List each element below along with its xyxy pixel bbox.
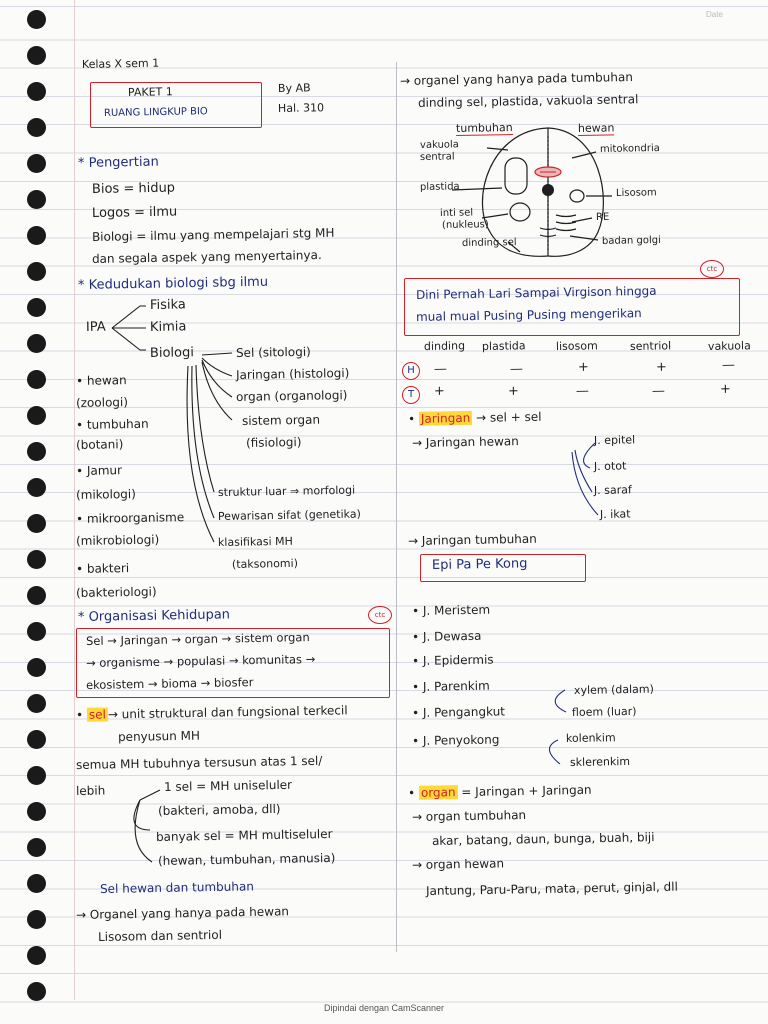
j-epitel-label: J. epitel bbox=[593, 433, 636, 447]
organ-highlight: organ bbox=[420, 785, 456, 800]
sel-def-line2: penyusun MH bbox=[117, 728, 201, 744]
inti-sel-label: inti sel bbox=[439, 207, 474, 219]
jaringan-highlight: Jaringan bbox=[420, 410, 471, 426]
organisasi-line1: Sel → Jaringan → organ → sistem organ bbox=[85, 630, 310, 648]
re-label: RE bbox=[595, 211, 610, 223]
organ-hewan-list: Jantung, Paru-Paru, mata, perut, ginjal, dll bbox=[425, 879, 678, 898]
author-label: By AB bbox=[277, 81, 311, 95]
biologi-def-line2: dan segala aspek yang menyertainya. bbox=[91, 247, 322, 266]
plastida-label: plastida bbox=[419, 181, 460, 193]
biologi-def-line1: Biologi = ilmu yang mempelajari stg MH bbox=[91, 225, 335, 244]
organ-def: • organ = Jaringan + Jaringan bbox=[407, 782, 592, 800]
col-dinding: dinding bbox=[423, 339, 466, 353]
title-box bbox=[90, 82, 262, 128]
scanner-footer: Dipindai dengan CamScanner bbox=[323, 1003, 445, 1013]
jamur-item: • Jamur bbox=[75, 463, 123, 478]
cell-h-lisosom: + bbox=[577, 359, 590, 375]
semua-mh-text: semua MH tubuhnya tersusun atas 1 sel/ bbox=[75, 753, 323, 772]
sklerenkim-label: sklerenkim bbox=[569, 754, 631, 769]
mnemonic-line1: Dini Pernah Lari Sampai Virgison hingga bbox=[415, 283, 657, 302]
taksonomi-label: (taksonomi) bbox=[231, 556, 299, 571]
kelas-label: Kelas X sem 1 bbox=[81, 56, 160, 71]
sitologi-label: Sel (sitologi) bbox=[235, 344, 311, 360]
uniseluler-examples: (bakteri, amoba, dll) bbox=[157, 801, 281, 818]
genetika-label: Pewarisan sifat (genetika) bbox=[217, 507, 361, 523]
organisasi-title: * Organisasi Kehidupan bbox=[77, 607, 231, 625]
organ-tumbuhan-list: akar, batang, daun, bunga, buah, biji bbox=[431, 830, 655, 848]
sel-hewan-tumbuhan-title: Sel hewan dan tumbuhan bbox=[99, 879, 255, 896]
j-dewasa-item: • J. Dewasa bbox=[411, 628, 482, 644]
fisika-label: Fisika bbox=[149, 297, 186, 313]
klasifikasi-label: klasifikasi MH bbox=[217, 534, 293, 549]
cell-t-sentriol: — bbox=[651, 383, 666, 399]
organisasi-line2: → organisme → populasi → komunitas → bbox=[85, 651, 316, 670]
cell-t-plastida: + bbox=[507, 383, 520, 399]
organologi-label: organ (organologi) bbox=[235, 388, 348, 404]
pengertian-title: * Pengertian bbox=[77, 154, 159, 171]
sentral-label: sentral bbox=[419, 151, 455, 163]
mikrobiologi-label: (mikrobiologi) bbox=[75, 532, 160, 548]
mnemonic-line2: mual mual Pusing Pusing mengerikan bbox=[415, 306, 642, 324]
kedudukan-title: * Kedudukan biologi sbg ilmu bbox=[77, 274, 269, 293]
sel-highlight: sel bbox=[88, 707, 106, 722]
j-ikat-label: J. ikat bbox=[599, 507, 631, 521]
lisosom-label: Lisosom bbox=[615, 187, 657, 199]
histologi-label: Jaringan (histologi) bbox=[235, 366, 350, 382]
vakuola-label: vakuola bbox=[419, 139, 459, 151]
kolenkim-label: kolenkim bbox=[565, 731, 616, 745]
jaringan-tumbuhan-label: → Jaringan tumbuhan bbox=[407, 531, 537, 548]
organ-tumbuhan-label: → organ tumbuhan bbox=[411, 808, 527, 824]
mitokondria-label: mitokondria bbox=[599, 142, 660, 155]
cell-h-plastida: — bbox=[509, 361, 524, 377]
lisosom-sentriol-text: Lisosom dan sentriol bbox=[97, 927, 223, 944]
cell-h-dinding: — bbox=[433, 361, 448, 377]
bakteri-item: • bakteri bbox=[75, 561, 130, 576]
organel-tumbuhan-line2: dinding sel, plastida, vakuola sentral bbox=[417, 92, 639, 110]
nukleus-label: (nukleus) bbox=[441, 219, 489, 231]
cell-t-dinding: + bbox=[433, 383, 446, 399]
ruang-lingkup-label: RUANG LINGKUP BIO bbox=[103, 106, 208, 119]
lebih-label: lebih bbox=[75, 783, 106, 798]
floem-label: floem (luar) bbox=[571, 704, 637, 719]
tumbuhan-item: • tumbuhan bbox=[75, 416, 149, 432]
zoologi-label: (zoologi) bbox=[75, 395, 129, 410]
ctc-badge-right: ctc bbox=[700, 260, 724, 278]
col-vakuola: vakuola bbox=[707, 339, 751, 353]
ctc-badge: ctc bbox=[368, 606, 392, 624]
j-otot-label: J. otot bbox=[593, 459, 627, 473]
bakteriologi-label: (bakteriologi) bbox=[75, 584, 157, 600]
multiseluler-label: banyak sel = MH multiseluler bbox=[155, 826, 333, 844]
hewan-item: • hewan bbox=[75, 373, 127, 388]
badan-golgi-label: badan golgi bbox=[601, 234, 661, 247]
row-hewan-marker: H bbox=[402, 362, 420, 380]
cell-t-vakuola: + bbox=[719, 381, 732, 397]
organ-hewan-label: → organ hewan bbox=[411, 856, 505, 872]
row-tumbuhan-marker: T bbox=[402, 386, 420, 404]
organel-tumbuhan-line1: → organel yang hanya pada tumbuhan bbox=[399, 69, 634, 88]
jaringan-def: • Jaringan → sel + sel bbox=[407, 409, 542, 426]
jaringan-hewan-label: → Jaringan hewan bbox=[411, 434, 519, 450]
multiseluler-examples: (hewan, tumbuhan, manusia) bbox=[157, 850, 336, 868]
organisasi-line3: ekosistem → bioma → biosfer bbox=[85, 675, 254, 692]
dinding-sel-label: dinding sel bbox=[461, 237, 517, 249]
j-meristem-item: • J. Meristem bbox=[411, 602, 491, 618]
botani-label: (botani) bbox=[75, 437, 124, 452]
fisiologi-label: (fisiologi) bbox=[245, 435, 302, 450]
xylem-label: xylem (dalam) bbox=[573, 682, 654, 697]
diagram-tumbuhan-label: tumbuhan bbox=[455, 121, 513, 135]
bios-def: Bios = hidup bbox=[91, 180, 176, 197]
cell-h-sentriol: + bbox=[655, 359, 668, 375]
col-plastida: plastida bbox=[481, 339, 526, 353]
uniseluler-label: 1 sel = MH uniseluler bbox=[163, 777, 293, 794]
mikologi-label: (mikologi) bbox=[75, 486, 137, 502]
ipa-label: IPA bbox=[85, 319, 106, 335]
sistem-organ-label: sistem organ bbox=[241, 412, 321, 428]
j-epidermis-item: • J. Epidermis bbox=[411, 652, 494, 668]
date-label: Date bbox=[706, 10, 723, 19]
epi-pa-pe-kong: Epi Pa Pe Kong bbox=[431, 556, 528, 573]
biologi-label: Biologi bbox=[149, 345, 195, 361]
page-ref-label: Hal. 310 bbox=[277, 101, 325, 115]
j-pengangkut-item: • J. Pengangkut bbox=[411, 704, 506, 720]
cell-h-vakuola: — bbox=[721, 357, 736, 373]
organel-hewan-text: → Organel yang hanya pada hewan bbox=[75, 904, 290, 922]
sel-def: • sel → unit struktural dan fungsional terkecil bbox=[75, 703, 348, 722]
mikroorganisme-item: • mikroorganisme bbox=[75, 510, 185, 526]
col-lisosom: lisosom bbox=[555, 339, 598, 353]
col-sentriol: sentriol bbox=[629, 339, 672, 353]
logos-def: Logos = ilmu bbox=[91, 204, 178, 221]
j-penyokong-item: • J. Penyokong bbox=[411, 732, 500, 748]
j-saraf-label: J. saraf bbox=[593, 483, 632, 497]
morfologi-label: struktur luar ⇒ morfologi bbox=[217, 483, 356, 499]
paket-label: PAKET 1 bbox=[127, 85, 173, 99]
cell-t-lisosom: — bbox=[575, 383, 590, 399]
j-parenkim-item: • J. Parenkim bbox=[411, 678, 490, 694]
diagram-hewan-label: hewan bbox=[577, 121, 615, 135]
kimia-label: Kimia bbox=[149, 319, 187, 335]
